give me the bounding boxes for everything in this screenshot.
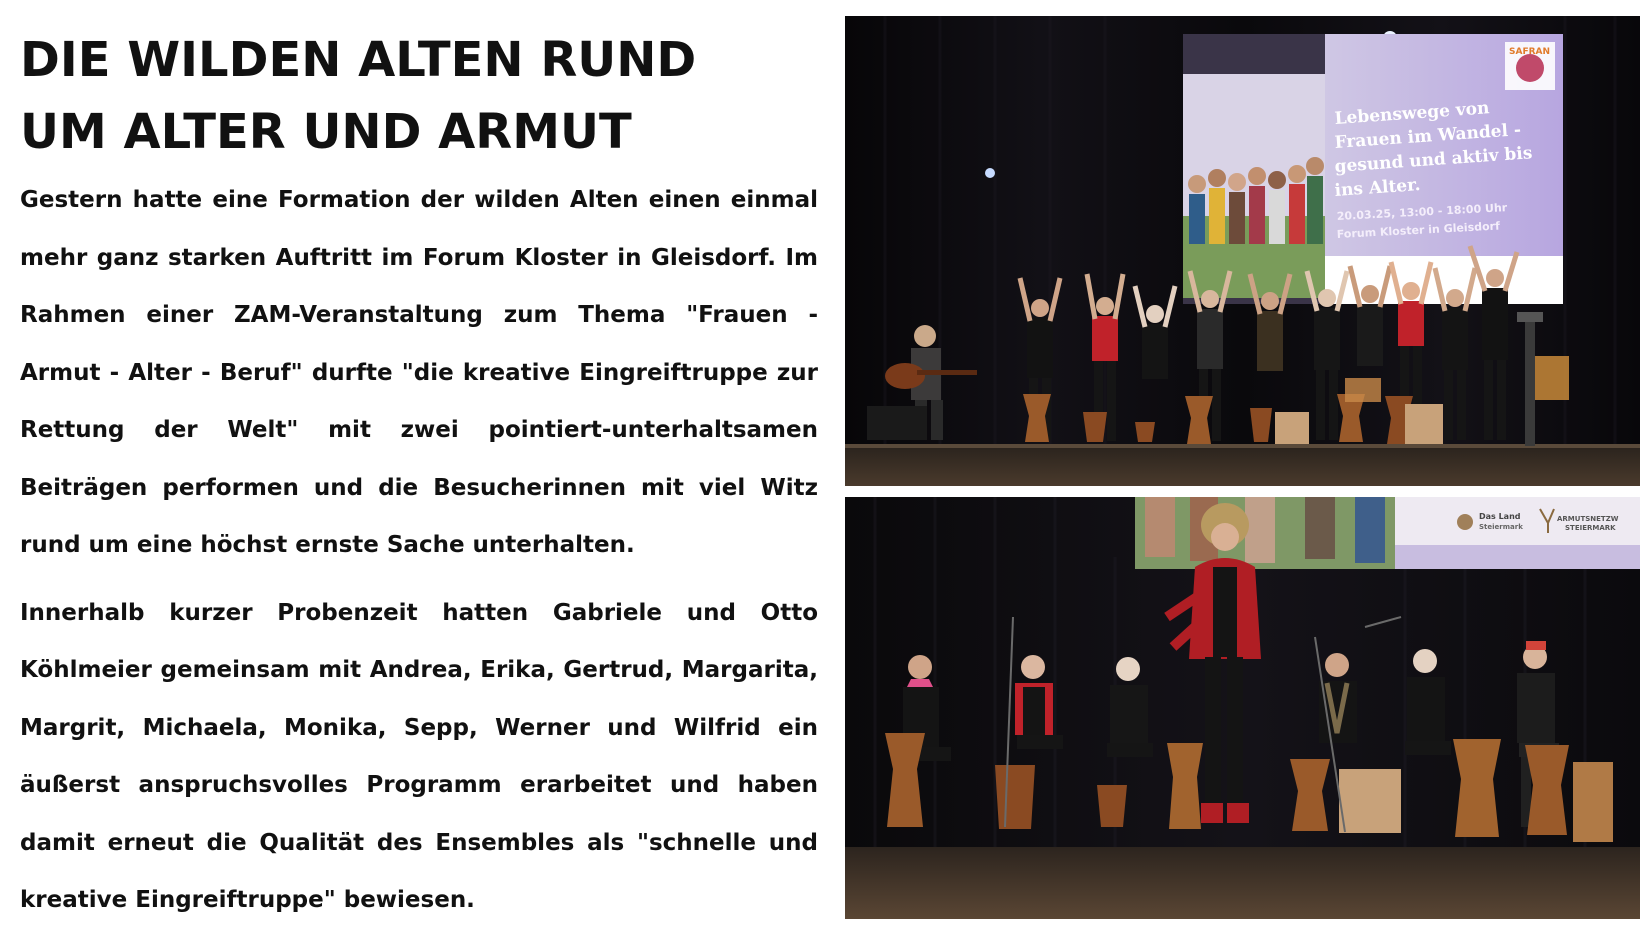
stage-photo-ensemble-image [845,16,1640,486]
slide-logo-text: SAFRAN [1509,47,1551,57]
slide-title-line-2: Frauen im Wandel - [1333,120,1522,153]
slide-venue: Forum Kloster in Gleisdorf [1336,219,1501,241]
stage-photo-soloist [845,497,1640,919]
projected-slide [1183,34,1563,304]
logo-armutsnetzwerk-line-1: ARMUTSNETZW [1557,515,1619,523]
slide-date: 20.03.25, 13:00 - 18:00 Uhr [1336,201,1508,223]
slide-title-line-1: Lebenswege von [1333,98,1491,129]
slide-title-line-3: gesund und aktiv bis [1333,143,1534,177]
article-paragraph-1: Gestern hatte eine Formation der wilden Alten einen einmal mehr ganz starken Auftritt im Forum Kloster in Gleisdorf. Im Rahmen einer ZAM-Veranstaltung zum Thema "Frauen - Armut - Alter - Beruf" durfte "die kreative Eingreiftruppe zur Rettung der Welt" mit zwei pointiert-unterhaltsamen Beiträgen performen und die Besucherinnen mit viel Witz rund um eine höchst ernste Sache unterhalten. [20,187,818,558]
article-headline [20,24,818,168]
headline-line-2: UM ALTER UND ARMUT [20,104,632,160]
article [20,24,818,930]
logo-land-line-1: Das Land [1479,512,1521,521]
article-paragraph-2: Innerhalb kurzer Probenzeit hatten Gabriele und Otto Köhlmeier gemeinsam mit Andrea, Erika, Gertrud, Margarita, Margrit, Michaela, Monika, Sepp, Werner und Wilfrid ein äußerst anspruchsvolles Programm erarbeitet und haben damit erneut die Qualität des Ensembles als "schnelle und kreative Eingreiftruppe" bewiesen. [20,599,818,913]
stage-photo-soloist-image [845,497,1640,919]
logo-land-line-2: Steiermark [1479,523,1523,531]
slide-title-line-4: ins Alter. [1333,175,1422,201]
logo-armutsnetzwerk-line-2: STEIERMARK [1565,524,1616,532]
stage-photo-ensemble [845,16,1640,486]
headline-line-1: DIE WILDEN ALTEN RUND [20,32,697,88]
